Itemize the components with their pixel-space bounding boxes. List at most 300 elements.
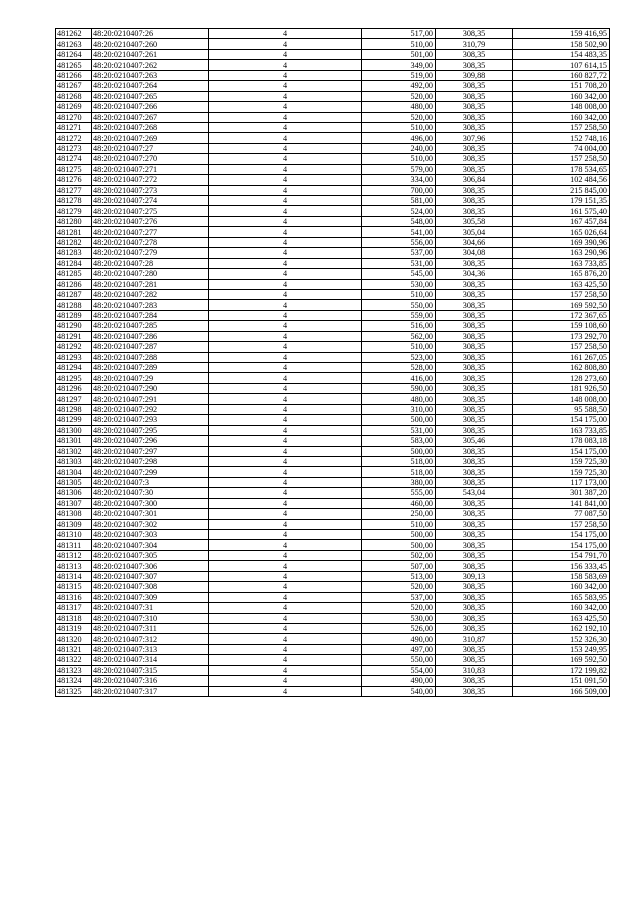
table-row: [56, 39, 610, 49]
cadastral-value-cell: 154 483,35: [513, 49, 610, 59]
group-code-cell: 4: [209, 321, 362, 331]
specific-value-cell: 308,35: [436, 49, 513, 59]
cadastral-value-cell: 157 258,50: [513, 342, 610, 352]
group-code-cell: 4: [209, 143, 362, 153]
cadastral-number-cell: 48:20:0210407:282: [92, 289, 209, 299]
specific-value-cell: 308,35: [436, 112, 513, 122]
row-number-cell: 481286: [56, 279, 92, 289]
area-cell: 523,00: [362, 352, 436, 362]
cadastral-number-cell: 48:20:0210407:289: [92, 363, 209, 373]
table-row: [56, 603, 610, 613]
specific-value-cell: 308,35: [436, 373, 513, 383]
group-code-cell: 4: [209, 269, 362, 279]
specific-value-cell: 543,04: [436, 488, 513, 498]
area-cell: 526,00: [362, 623, 436, 633]
row-number-cell: 481272: [56, 133, 92, 143]
cadastral-value-cell: 178 083,18: [513, 436, 610, 446]
table-row: [56, 530, 610, 540]
cadastral-value-cell: 148 008,00: [513, 102, 610, 112]
table-row: [56, 133, 610, 143]
group-code-cell: 4: [209, 592, 362, 602]
cadastral-number-cell: 48:20:0210407:287: [92, 342, 209, 352]
cadastral-value-cell: 163 425,50: [513, 279, 610, 289]
cadastral-number-cell: 48:20:0210407:270: [92, 154, 209, 164]
row-number-cell: 481317: [56, 603, 92, 613]
area-cell: 501,00: [362, 49, 436, 59]
specific-value-cell: 308,35: [436, 644, 513, 654]
cadastral-number-cell: 48:20:0210407:267: [92, 112, 209, 122]
group-code-cell: 4: [209, 519, 362, 529]
group-code-cell: 4: [209, 185, 362, 195]
row-number-cell: 481324: [56, 676, 92, 686]
area-cell: 240,00: [362, 143, 436, 153]
specific-value-cell: 308,35: [436, 164, 513, 174]
row-number-cell: 481273: [56, 143, 92, 153]
group-code-cell: 4: [209, 227, 362, 237]
cadastral-number-cell: 48:20:0210407:271: [92, 164, 209, 174]
cadastral-number-cell: 48:20:0210407:309: [92, 592, 209, 602]
row-number-cell: 481296: [56, 383, 92, 393]
cadastral-number-cell: 48:20:0210407:273: [92, 185, 209, 195]
specific-value-cell: 308,35: [436, 196, 513, 206]
table-row: [56, 561, 610, 571]
cadastral-value-cell: 172 367,65: [513, 310, 610, 320]
area-cell: 334,00: [362, 175, 436, 185]
specific-value-cell: 307,96: [436, 133, 513, 143]
table-row: [56, 112, 610, 122]
group-code-cell: 4: [209, 91, 362, 101]
cadastral-number-cell: 48:20:0210407:307: [92, 571, 209, 581]
row-number-cell: 481270: [56, 112, 92, 122]
table-row: [56, 154, 610, 164]
table-row: [56, 415, 610, 425]
table-row: [56, 686, 610, 696]
group-code-cell: 4: [209, 237, 362, 247]
cadastral-number-cell: 48:20:0210407:305: [92, 550, 209, 560]
cadastral-value-cell: 151 708,20: [513, 81, 610, 91]
cadastral-value-table: [55, 28, 610, 697]
row-number-cell: 481309: [56, 519, 92, 529]
row-number-cell: 481285: [56, 269, 92, 279]
table-row: [56, 29, 610, 39]
cadastral-value-cell: 161 575,40: [513, 206, 610, 216]
group-code-cell: 4: [209, 342, 362, 352]
specific-value-cell: 308,35: [436, 60, 513, 70]
table-row: [56, 456, 610, 466]
cadastral-number-cell: 48:20:0210407:29: [92, 373, 209, 383]
table-row: [56, 644, 610, 654]
cadastral-number-cell: 48:20:0210407:266: [92, 102, 209, 112]
cadastral-value-cell: 162 192,10: [513, 623, 610, 633]
specific-value-cell: 308,35: [436, 206, 513, 216]
area-cell: 520,00: [362, 91, 436, 101]
area-cell: 416,00: [362, 373, 436, 383]
cadastral-number-cell: 48:20:0210407:312: [92, 634, 209, 644]
area-cell: 579,00: [362, 164, 436, 174]
group-code-cell: 4: [209, 352, 362, 362]
specific-value-cell: 305,46: [436, 436, 513, 446]
area-cell: 349,00: [362, 60, 436, 70]
row-number-cell: 481276: [56, 175, 92, 185]
specific-value-cell: 308,35: [436, 446, 513, 456]
group-code-cell: 4: [209, 498, 362, 508]
area-cell: 528,00: [362, 363, 436, 373]
cadastral-number-cell: 48:20:0210407:300: [92, 498, 209, 508]
group-code-cell: 4: [209, 300, 362, 310]
row-number-cell: 481315: [56, 582, 92, 592]
table-row: [56, 258, 610, 268]
table-row: [56, 216, 610, 226]
row-number-cell: 481263: [56, 39, 92, 49]
cadastral-value-cell: 181 926,50: [513, 383, 610, 393]
area-cell: 510,00: [362, 519, 436, 529]
table-row: [56, 310, 610, 320]
area-cell: 492,00: [362, 81, 436, 91]
group-code-cell: 4: [209, 310, 362, 320]
group-code-cell: 4: [209, 415, 362, 425]
area-cell: 500,00: [362, 415, 436, 425]
group-code-cell: 4: [209, 665, 362, 675]
area-cell: 548,00: [362, 216, 436, 226]
area-cell: 460,00: [362, 498, 436, 508]
specific-value-cell: 308,35: [436, 498, 513, 508]
cadastral-number-cell: 48:20:0210407:288: [92, 352, 209, 362]
cadastral-number-cell: 48:20:0210407:279: [92, 248, 209, 258]
cadastral-number-cell: 48:20:0210407:299: [92, 467, 209, 477]
cadastral-number-cell: 48:20:0210407:262: [92, 60, 209, 70]
specific-value-cell: 308,35: [436, 550, 513, 560]
cadastral-number-cell: 48:20:0210407:278: [92, 237, 209, 247]
group-code-cell: 4: [209, 164, 362, 174]
row-number-cell: 481299: [56, 415, 92, 425]
row-number-cell: 481292: [56, 342, 92, 352]
area-cell: 510,00: [362, 154, 436, 164]
cadastral-number-cell: 48:20:0210407:311: [92, 623, 209, 633]
row-number-cell: 481279: [56, 206, 92, 216]
cadastral-value-cell: 161 267,05: [513, 352, 610, 362]
area-cell: 562,00: [362, 331, 436, 341]
specific-value-cell: 308,35: [436, 425, 513, 435]
group-code-cell: 4: [209, 363, 362, 373]
table-row: [56, 321, 610, 331]
cadastral-value-cell: 148 008,00: [513, 394, 610, 404]
cadastral-number-cell: 48:20:0210407:280: [92, 269, 209, 279]
row-number-cell: 481323: [56, 665, 92, 675]
cadastral-value-cell: 169 390,96: [513, 237, 610, 247]
cadastral-number-cell: 48:20:0210407:301: [92, 509, 209, 519]
row-number-cell: 481266: [56, 70, 92, 80]
row-number-cell: 481319: [56, 623, 92, 633]
group-code-cell: 4: [209, 540, 362, 550]
cadastral-value-cell: 165 583,95: [513, 592, 610, 602]
specific-value-cell: 309,88: [436, 70, 513, 80]
specific-value-cell: 308,35: [436, 477, 513, 487]
group-code-cell: 4: [209, 477, 362, 487]
cadastral-number-cell: 48:20:0210407:304: [92, 540, 209, 550]
group-code-cell: 4: [209, 133, 362, 143]
area-cell: 531,00: [362, 425, 436, 435]
cadastral-value-cell: 163 733,85: [513, 258, 610, 268]
cadastral-number-cell: 48:20:0210407:290: [92, 383, 209, 393]
cadastral-value-cell: 157 258,50: [513, 289, 610, 299]
area-cell: 310,00: [362, 404, 436, 414]
area-cell: 590,00: [362, 383, 436, 393]
area-cell: 550,00: [362, 300, 436, 310]
cadastral-number-cell: 48:20:0210407:268: [92, 122, 209, 132]
table-row: [56, 655, 610, 665]
row-number-cell: 481313: [56, 561, 92, 571]
cadastral-number-cell: 48:20:0210407:281: [92, 279, 209, 289]
specific-value-cell: 310,79: [436, 39, 513, 49]
cadastral-number-cell: 48:20:0210407:30: [92, 488, 209, 498]
table-row: [56, 394, 610, 404]
row-number-cell: 481262: [56, 29, 92, 39]
cadastral-value-cell: 128 273,60: [513, 373, 610, 383]
cadastral-value-cell: 152 326,30: [513, 634, 610, 644]
group-code-cell: 4: [209, 509, 362, 519]
area-cell: 550,00: [362, 655, 436, 665]
table-row: [56, 509, 610, 519]
cadastral-number-cell: 48:20:0210407:315: [92, 665, 209, 675]
group-code-cell: 4: [209, 446, 362, 456]
table-row: [56, 634, 610, 644]
table-row: [56, 185, 610, 195]
group-code-cell: 4: [209, 122, 362, 132]
group-code-cell: 4: [209, 571, 362, 581]
specific-value-cell: 308,35: [436, 623, 513, 633]
row-number-cell: 481268: [56, 91, 92, 101]
area-cell: 519,00: [362, 70, 436, 80]
area-cell: 545,00: [362, 269, 436, 279]
group-code-cell: 4: [209, 279, 362, 289]
cadastral-value-cell: 160 342,00: [513, 582, 610, 592]
row-number-cell: 481301: [56, 436, 92, 446]
cadastral-value-cell: 156 333,45: [513, 561, 610, 571]
table-row: [56, 488, 610, 498]
cadastral-value-cell: 160 342,00: [513, 91, 610, 101]
cadastral-value-cell: 169 592,50: [513, 655, 610, 665]
specific-value-cell: 308,35: [436, 91, 513, 101]
group-code-cell: 4: [209, 29, 362, 39]
table-row: [56, 550, 610, 560]
specific-value-cell: 308,35: [436, 530, 513, 540]
cadastral-value-cell: 74 004,00: [513, 143, 610, 153]
row-number-cell: 481300: [56, 425, 92, 435]
cadastral-number-cell: 48:20:0210407:291: [92, 394, 209, 404]
area-cell: 500,00: [362, 540, 436, 550]
cadastral-number-cell: 48:20:0210407:316: [92, 676, 209, 686]
cadastral-number-cell: 48:20:0210407:306: [92, 561, 209, 571]
row-number-cell: 481311: [56, 540, 92, 550]
cadastral-value-cell: 167 457,84: [513, 216, 610, 226]
cadastral-number-cell: 48:20:0210407:276: [92, 216, 209, 226]
row-number-cell: 481310: [56, 530, 92, 540]
cadastral-value-cell: 163 425,50: [513, 613, 610, 623]
cadastral-value-cell: 172 199,82: [513, 665, 610, 675]
specific-value-cell: 310,83: [436, 665, 513, 675]
table-row: [56, 383, 610, 393]
specific-value-cell: 308,35: [436, 509, 513, 519]
group-code-cell: 4: [209, 686, 362, 696]
row-number-cell: 481321: [56, 644, 92, 654]
row-number-cell: 481318: [56, 613, 92, 623]
specific-value-cell: 308,35: [436, 655, 513, 665]
area-cell: 520,00: [362, 112, 436, 122]
specific-value-cell: 308,35: [436, 29, 513, 39]
area-cell: 500,00: [362, 530, 436, 540]
group-code-cell: 4: [209, 676, 362, 686]
cadastral-number-cell: 48:20:0210407:308: [92, 582, 209, 592]
area-cell: 531,00: [362, 258, 436, 268]
area-cell: 510,00: [362, 122, 436, 132]
cadastral-number-cell: 48:20:0210407:310: [92, 613, 209, 623]
specific-value-cell: 308,35: [436, 258, 513, 268]
row-number-cell: 481283: [56, 248, 92, 258]
table-row: [56, 196, 610, 206]
cadastral-value-cell: 158 502,90: [513, 39, 610, 49]
specific-value-cell: 305,58: [436, 216, 513, 226]
cadastral-value-cell: 159 725,30: [513, 467, 610, 477]
area-cell: 524,00: [362, 206, 436, 216]
cadastral-number-cell: 48:20:0210407:313: [92, 644, 209, 654]
table-row: [56, 477, 610, 487]
area-cell: 581,00: [362, 196, 436, 206]
area-cell: 480,00: [362, 102, 436, 112]
cadastral-number-cell: 48:20:0210407:285: [92, 321, 209, 331]
specific-value-cell: 308,35: [436, 102, 513, 112]
group-code-cell: 4: [209, 644, 362, 654]
row-number-cell: 481322: [56, 655, 92, 665]
group-code-cell: 4: [209, 216, 362, 226]
specific-value-cell: 308,35: [436, 342, 513, 352]
row-number-cell: 481289: [56, 310, 92, 320]
cadastral-value-cell: 162 808,80: [513, 363, 610, 373]
table-row: [56, 373, 610, 383]
area-cell: 518,00: [362, 456, 436, 466]
specific-value-cell: 308,35: [436, 603, 513, 613]
cadastral-number-cell: 48:20:0210407:283: [92, 300, 209, 310]
specific-value-cell: 308,35: [436, 467, 513, 477]
specific-value-cell: 308,35: [436, 321, 513, 331]
specific-value-cell: 308,35: [436, 592, 513, 602]
cadastral-value-cell: 163 733,85: [513, 425, 610, 435]
group-code-cell: 4: [209, 436, 362, 446]
table-body: [56, 29, 610, 697]
specific-value-cell: 308,35: [436, 143, 513, 153]
table-row: [56, 571, 610, 581]
cadastral-number-cell: 48:20:0210407:31: [92, 603, 209, 613]
group-code-cell: 4: [209, 248, 362, 258]
group-code-cell: 4: [209, 258, 362, 268]
table-row: [56, 436, 610, 446]
area-cell: 520,00: [362, 603, 436, 613]
group-code-cell: 4: [209, 81, 362, 91]
area-cell: 517,00: [362, 29, 436, 39]
row-number-cell: 481271: [56, 122, 92, 132]
cadastral-number-cell: 48:20:0210407:265: [92, 91, 209, 101]
row-number-cell: 481265: [56, 60, 92, 70]
specific-value-cell: 308,35: [436, 154, 513, 164]
group-code-cell: 4: [209, 488, 362, 498]
cadastral-value-cell: 153 249,95: [513, 644, 610, 654]
table-row: [56, 519, 610, 529]
area-cell: 583,00: [362, 436, 436, 446]
area-cell: 496,00: [362, 133, 436, 143]
cadastral-value-cell: 77 087,50: [513, 509, 610, 519]
cadastral-value-cell: 151 091,50: [513, 676, 610, 686]
cadastral-number-cell: 48:20:0210407:260: [92, 39, 209, 49]
row-number-cell: 481278: [56, 196, 92, 206]
cadastral-value-cell: 159 108,60: [513, 321, 610, 331]
group-code-cell: 4: [209, 70, 362, 80]
table-row: [56, 49, 610, 59]
area-cell: 490,00: [362, 634, 436, 644]
specific-value-cell: 308,35: [436, 519, 513, 529]
cadastral-number-cell: 48:20:0210407:263: [92, 70, 209, 80]
row-number-cell: 481269: [56, 102, 92, 112]
cadastral-value-cell: 141 841,00: [513, 498, 610, 508]
cadastral-value-cell: 157 258,50: [513, 519, 610, 529]
cadastral-value-cell: 160 342,00: [513, 603, 610, 613]
row-number-cell: 481304: [56, 467, 92, 477]
group-code-cell: 4: [209, 613, 362, 623]
area-cell: 510,00: [362, 289, 436, 299]
row-number-cell: 481298: [56, 404, 92, 414]
cadastral-value-cell: 160 342,00: [513, 112, 610, 122]
row-number-cell: 481316: [56, 592, 92, 602]
area-cell: 540,00: [362, 686, 436, 696]
table-row: [56, 582, 610, 592]
specific-value-cell: 308,35: [436, 415, 513, 425]
group-code-cell: 4: [209, 530, 362, 540]
cadastral-value-cell: 159 416,95: [513, 29, 610, 39]
cadastral-number-cell: 48:20:0210407:261: [92, 49, 209, 59]
table-row: [56, 300, 610, 310]
table-row: [56, 81, 610, 91]
specific-value-cell: 310,87: [436, 634, 513, 644]
group-code-cell: 4: [209, 373, 362, 383]
specific-value-cell: 308,35: [436, 363, 513, 373]
group-code-cell: 4: [209, 561, 362, 571]
specific-value-cell: 309,13: [436, 571, 513, 581]
row-number-cell: 481312: [56, 550, 92, 560]
table-row: [56, 623, 610, 633]
table-row: [56, 404, 610, 414]
area-cell: 516,00: [362, 321, 436, 331]
specific-value-cell: 304,08: [436, 248, 513, 258]
cadastral-value-cell: 95 588,50: [513, 404, 610, 414]
group-code-cell: 4: [209, 112, 362, 122]
specific-value-cell: 308,35: [436, 676, 513, 686]
specific-value-cell: 308,35: [436, 279, 513, 289]
cadastral-value-cell: 165 876,20: [513, 269, 610, 279]
cadastral-value-cell: 166 509,00: [513, 686, 610, 696]
cadastral-number-cell: 48:20:0210407:302: [92, 519, 209, 529]
group-code-cell: 4: [209, 206, 362, 216]
specific-value-cell: 308,35: [436, 300, 513, 310]
table-row: [56, 206, 610, 216]
area-cell: 502,00: [362, 550, 436, 560]
group-code-cell: 4: [209, 39, 362, 49]
group-code-cell: 4: [209, 60, 362, 70]
group-code-cell: 4: [209, 196, 362, 206]
cadastral-number-cell: 48:20:0210407:298: [92, 456, 209, 466]
area-cell: 554,00: [362, 665, 436, 675]
cadastral-value-cell: 160 827,72: [513, 70, 610, 80]
cadastral-value-cell: 169 592,50: [513, 300, 610, 310]
cadastral-value-cell: 173 292,70: [513, 331, 610, 341]
cadastral-number-cell: 48:20:0210407:295: [92, 425, 209, 435]
